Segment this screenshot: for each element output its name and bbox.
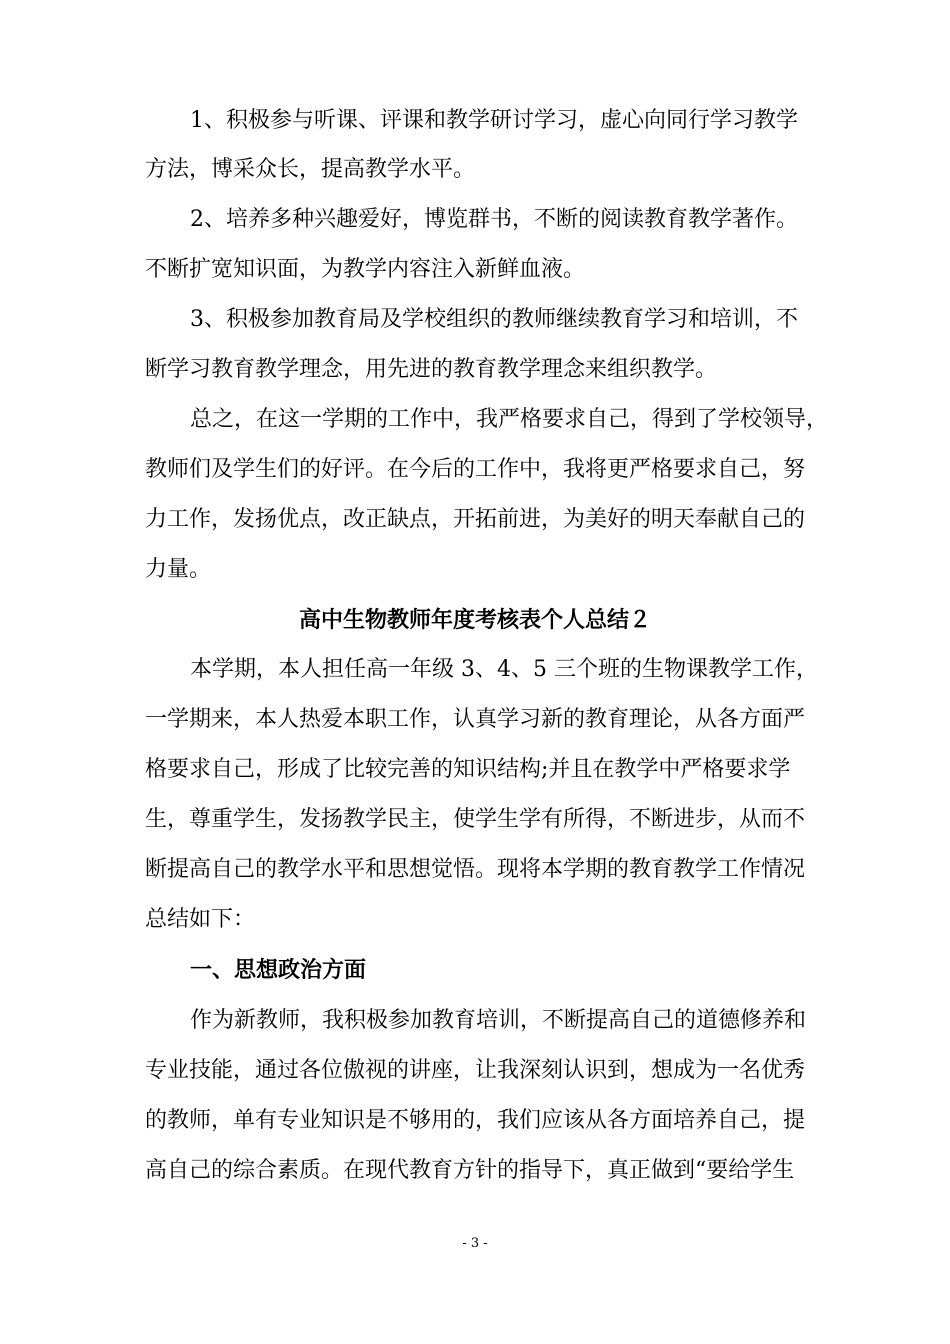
paragraph-line: 方法，博采众长，提高教学水平。 — [145, 157, 476, 182]
paragraph-line: 的教师，单有专业知识是不够用的，我们应该从各方面培养自己，提 — [145, 1108, 806, 1133]
paragraph-line: 一学期来，本人热爱本职工作，认真学习新的教育理论，从各方面严 — [145, 707, 806, 732]
paragraph-line: 总结如下： — [145, 907, 256, 932]
paragraph-line: 不断扩宽知识面，为教学内容注入新鲜血液。 — [145, 257, 586, 282]
paragraph-line: 生，尊重学生，发扬教学民主，使学生学有所得，不断进步，从而不 — [145, 807, 806, 832]
paragraph-line: 本学期，本人担任高一年级 3、4、5 三个班的生物课教学工作， — [190, 657, 818, 682]
paragraph-line: 断学习教育教学理念，用先进的教育教学理念来组织教学。 — [145, 357, 718, 382]
page-number: - 3 - — [462, 1236, 488, 1251]
paragraph-line: 力量。 — [145, 557, 212, 582]
paragraph-line: 总之，在这一学期的工作中，我严格要求自己，得到了学校领导， — [190, 407, 829, 432]
paragraph-line: 作为新教师，我积极参加教育培训，不断提高自己的道德修养和 — [190, 1008, 807, 1033]
section-title: 高中生物教师年度考核表个人总结２ — [298, 607, 651, 633]
paragraph-line: 断提高自己的教学水平和思想觉悟。现将本学期的教育教学工作情况 — [145, 857, 806, 882]
paragraph-line: 力工作，发扬优点，改正缺点，开拓前进，为美好的明天奉献自己的 — [145, 507, 806, 532]
paragraph-line: 专业技能，通过各位傲视的讲座，让我深刻认识到，想成为一名优秀 — [145, 1058, 806, 1083]
paragraph-line: 高自己的综合素质。在现代教育方针的指导下，真正做到“要给学生 — [145, 1158, 795, 1183]
paragraph-line: 2、培养多种兴趣爱好，博览群书，不断的阅读教育教学著作。 — [190, 207, 798, 232]
paragraph-line: 3、积极参加教育局及学校组织的教师继续教育学习和培训，不 — [190, 307, 798, 332]
paragraph-line: 1、积极参与听课、评课和教学研讨学习，虚心向同行学习教学 — [190, 108, 798, 133]
section-heading: 一、思想政治方面 — [190, 957, 367, 983]
paragraph-line: 格要求自己，形成了比较完善的知识结构;并且在教学中严格要求学 — [145, 757, 791, 782]
paragraph-line: 教师们及学生们的好评。在今后的工作中，我将更严格要求自己，努 — [145, 457, 806, 482]
